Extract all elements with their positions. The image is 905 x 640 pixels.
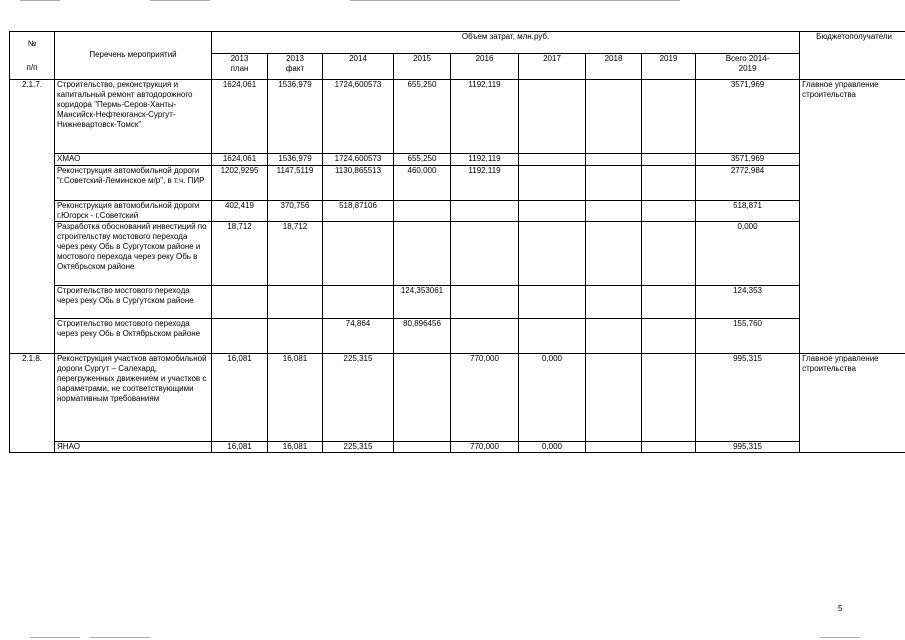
value-2014 — [323, 222, 394, 286]
budget-table — [9, 31, 905, 453]
value-2013-plan: 1624,061 — [212, 80, 268, 154]
year-2018: 2018 — [586, 54, 642, 80]
table-row — [10, 166, 905, 201]
section-row — [10, 354, 905, 442]
value-2013-plan: 1624,061 — [212, 154, 268, 166]
row-name: Строительство мостового перехода через реку Обь в Сургутском районе — [55, 286, 212, 319]
value-2016: 1192,119 — [451, 166, 519, 201]
value-2017 — [519, 80, 586, 154]
value-2013-fact: 16,081 — [268, 354, 323, 442]
value-2015: 124,353061 — [394, 286, 451, 319]
value-2016: 770,000 — [451, 442, 519, 453]
value-total: 124,353 — [696, 286, 800, 319]
value-2013-plan — [212, 286, 268, 319]
row-name: ХМАО — [55, 154, 212, 166]
section-number: 2.1.8. — [10, 354, 55, 453]
value-total: 995,315 — [696, 442, 800, 453]
value-2013-fact: 16,081 — [268, 442, 323, 453]
header-row — [10, 32, 905, 54]
value-total: 0,000 — [696, 222, 800, 286]
scan-artifact — [20, 0, 60, 1]
value-2013-fact: 1536,979 — [268, 154, 323, 166]
row-name: ЯНАО — [55, 442, 212, 453]
value-2016 — [451, 201, 519, 222]
row-name: Разработка обоснований инвестиций по строительству мостового перехода через реку Обь в Сургутском районе и мостового перехода через реку Обь в Октябрьском районе — [55, 222, 212, 286]
value-2013-plan: 18,712 — [212, 222, 268, 286]
scan-artifact — [820, 637, 860, 638]
section-number: 2.1.7. — [10, 80, 55, 354]
year-2015: 2015 — [394, 54, 451, 80]
value-2013-plan — [212, 319, 268, 354]
recipient: Главное управление строительства — [800, 80, 905, 354]
year-2013-plan — [212, 54, 268, 80]
value-2016 — [451, 286, 519, 319]
value-2018 — [586, 201, 642, 222]
value-2018 — [586, 442, 642, 453]
scan-artifact — [30, 637, 80, 638]
value-2014: 225,315 — [323, 442, 394, 453]
value-2017: 0,000 — [519, 442, 586, 453]
value-2015 — [394, 222, 451, 286]
value-2019 — [642, 286, 696, 319]
row-name: Строительство мостового перехода через реку Обь в Октябрьском районе — [55, 319, 212, 354]
year-2019: 2019 — [642, 54, 696, 80]
value-2019 — [642, 319, 696, 354]
value-2015 — [394, 201, 451, 222]
value-2018 — [586, 222, 642, 286]
value-total: 3571,969 — [696, 154, 800, 166]
value-2013-fact: 18,712 — [268, 222, 323, 286]
num-label: № — [27, 39, 37, 48]
row-name: Реконструкция автомобильной дороги г.Югорск - г.Советский — [55, 201, 212, 222]
value-2017: 0,000 — [519, 354, 586, 442]
value-2017 — [519, 201, 586, 222]
value-2015: 80,896456 — [394, 319, 451, 354]
value-2013-fact: 1147,5119 — [268, 166, 323, 201]
fact-label: факт — [285, 64, 305, 73]
value-2018 — [586, 80, 642, 154]
value-2013-fact — [268, 319, 323, 354]
value-2015 — [394, 442, 451, 453]
value-total: 3571,969 — [696, 80, 800, 154]
value-total: 155,760 — [696, 319, 800, 354]
total-header — [696, 54, 800, 80]
scan-artifact — [350, 0, 680, 1]
section-row — [10, 80, 905, 154]
section-title: Реконструкция участков автомобильной дороги Сургут – Салехард, перегруженных движением и участков с параметрами, не соответствующими нормативным требованиям — [55, 354, 212, 442]
value-2016 — [451, 222, 519, 286]
value-2014: 1130,865513 — [323, 166, 394, 201]
value-2015: 655,250 — [394, 80, 451, 154]
value-2014: 1724,600573 — [323, 154, 394, 166]
year-label: 2013 — [230, 54, 249, 63]
pp-label: п/п — [26, 63, 38, 72]
value-2017 — [519, 166, 586, 201]
value-2013-fact: 1536,979 — [268, 80, 323, 154]
value-total: 2772,984 — [696, 166, 800, 201]
year-2013-fact — [268, 54, 323, 80]
value-2016: 1192,119 — [451, 80, 519, 154]
value-2018 — [586, 166, 642, 201]
recipients-header: Бюджетополучатели — [800, 32, 905, 80]
value-2017 — [519, 154, 586, 166]
plan-label: план — [230, 64, 249, 73]
year-label: 2013 — [286, 54, 304, 63]
value-2014: 518,87106 — [323, 201, 394, 222]
table-row — [10, 319, 905, 354]
value-2013-plan: 1202,9295 — [212, 166, 268, 201]
value-2015: 460,000 — [394, 166, 451, 201]
value-2019 — [642, 442, 696, 453]
value-2013-fact: 370,756 — [268, 201, 323, 222]
year-2016: 2016 — [451, 54, 519, 80]
value-2019 — [642, 166, 696, 201]
value-2015 — [394, 354, 451, 442]
value-2014: 225,315 — [323, 354, 394, 442]
value-2019 — [642, 80, 696, 154]
value-2014: 1724,600573 — [323, 80, 394, 154]
year-2014: 2014 — [323, 54, 394, 80]
table-row — [10, 201, 905, 222]
recipient: Главное управление строительства — [800, 354, 905, 453]
scan-artifact — [150, 0, 210, 1]
value-2013-plan: 402,419 — [212, 201, 268, 222]
events-header: Перечень мероприятий — [55, 32, 212, 80]
year-2017: 2017 — [519, 54, 586, 80]
scan-artifact — [90, 637, 150, 638]
total-label: Всего 2014- — [725, 54, 770, 63]
value-2016: 1192,119 — [451, 154, 519, 166]
value-2018 — [586, 154, 642, 166]
value-total: 995,315 — [696, 354, 800, 442]
value-2019 — [642, 222, 696, 286]
total-year: 2019 — [738, 64, 757, 73]
table-row — [10, 222, 905, 286]
table-row — [10, 154, 905, 166]
value-2017 — [519, 319, 586, 354]
value-2013-plan: 16,081 — [212, 442, 268, 453]
row-name: Реконструкция автомобильной дороги "г.Советский-Леминское м/р", в т.ч. ПИР — [55, 166, 212, 201]
value-2018 — [586, 286, 642, 319]
value-2013-plan: 16,081 — [212, 354, 268, 442]
costs-header: Объем затрат, млн.руб. — [212, 32, 800, 54]
value-2019 — [642, 354, 696, 442]
num-header — [10, 32, 55, 80]
page-number: 5 — [838, 604, 843, 613]
value-2018 — [586, 319, 642, 354]
value-2016: 770,000 — [451, 354, 519, 442]
section-title: Строительство, реконструкция и капитальный ремонт автодорожного коридора "Пермь-Серов-Ханты-Мансийск-Нефтеюганск-Сургут-Нижневартовск-Томск" — [55, 80, 212, 154]
value-total: 518,871 — [696, 201, 800, 222]
value-2017 — [519, 286, 586, 319]
value-2014 — [323, 286, 394, 319]
table-row — [10, 442, 905, 453]
value-2014: 74,864 — [323, 319, 394, 354]
value-2016 — [451, 319, 519, 354]
value-2017 — [519, 222, 586, 286]
value-2019 — [642, 154, 696, 166]
value-2015: 655,250 — [394, 154, 451, 166]
value-2013-fact — [268, 286, 323, 319]
table-row — [10, 286, 905, 319]
value-2018 — [586, 354, 642, 442]
value-2019 — [642, 201, 696, 222]
